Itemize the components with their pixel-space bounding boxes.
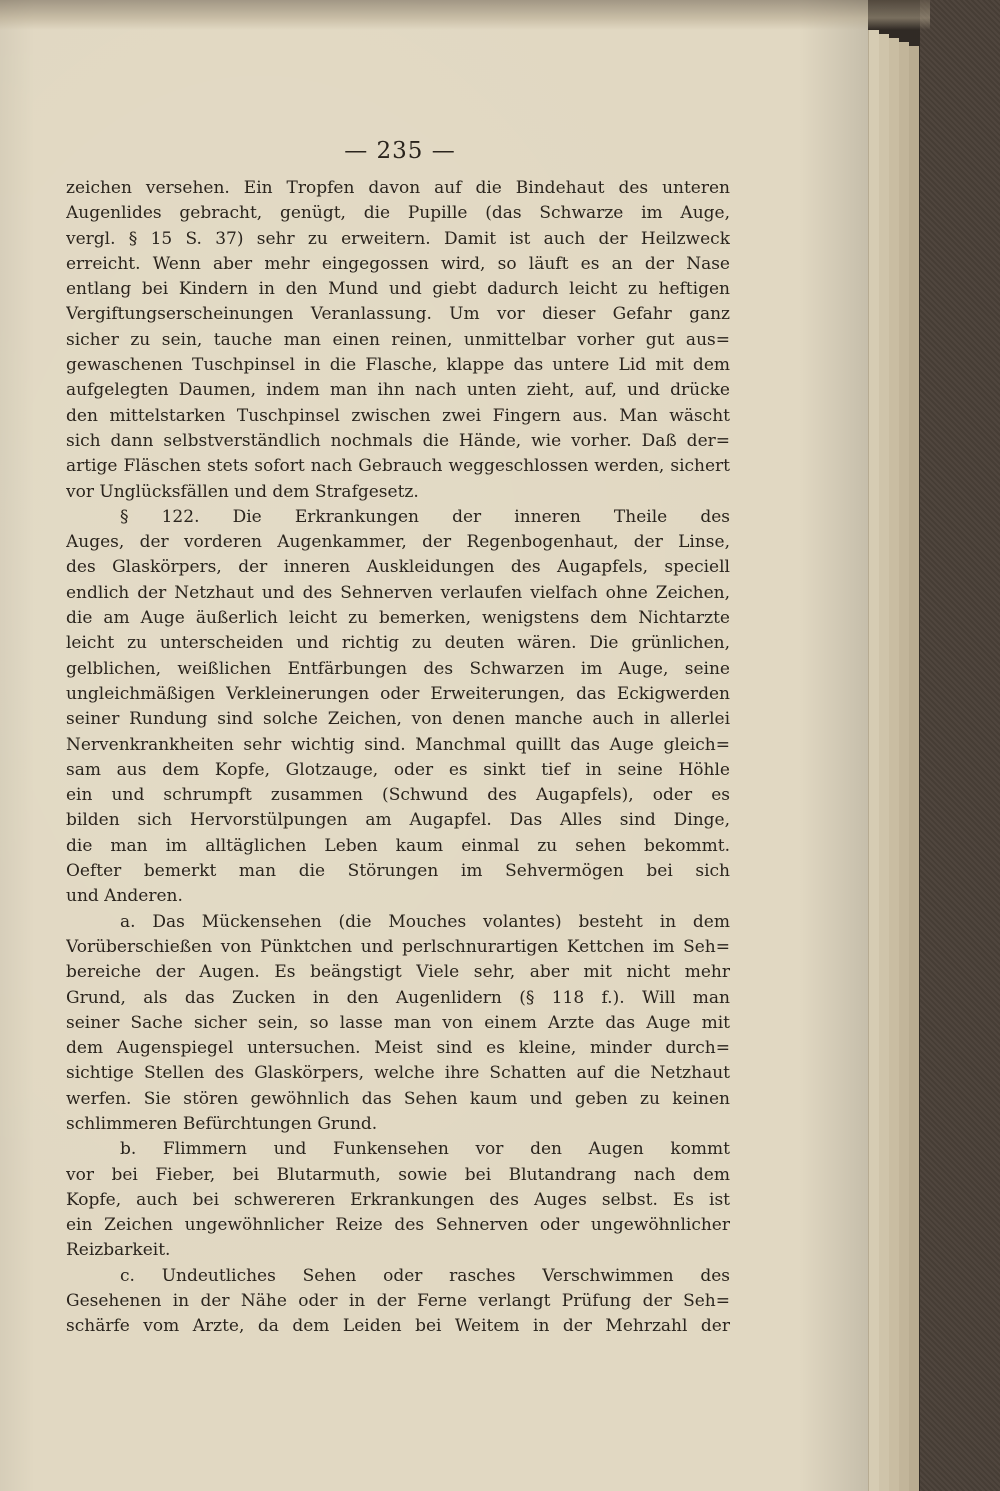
page-edge — [868, 30, 879, 1491]
text-line: ein Zeichen ungewöhnlicher Reize des Sehnerven oder ungewöhnlicher — [66, 1215, 730, 1236]
text-line: sichtige Stellen des Glaskörpers, welche ihre Schatten auf die Netzhaut — [66, 1063, 730, 1084]
text-line: gewaschenen Tuschpinsel in die Flasche, klappe das untere Lid mit dem — [66, 355, 730, 376]
text-line: b. Flimmern und Funkensehen vor den Augen kommt — [120, 1139, 730, 1160]
text-line: Augenlides gebracht, genügt, die Pupille (das Schwarze im Auge, — [66, 203, 730, 224]
text-line: ein und schrumpft zusammen (Schwund des Augapfels), oder es — [66, 785, 730, 806]
text-line: bilden sich Hervorstülpungen am Augapfel. Das Alles sind Dinge, — [66, 810, 730, 831]
text-line: entlang bei Kindern in den Mund und giebt dadurch leicht zu heftigen — [66, 279, 730, 300]
bleed-through-shadow — [0, 0, 930, 30]
text-line: des Glaskörpers, der inneren Auskleidungen des Augapfels, speciell — [66, 557, 730, 578]
text-line: Vergiftungserscheinungen Veranlassung. Um vor dieser Gefahr ganz — [66, 304, 730, 325]
text-line: den mittelstarken Tuschpinsel zwischen zwei Fingern aus. Man wäscht — [66, 405, 730, 426]
text-line: Oefter bemerkt man die Störungen im Sehvermögen bei sich — [66, 861, 730, 882]
text-line: endlich der Netzhaut und des Sehnerven verlaufen vielfach ohne Zeichen, — [66, 582, 730, 603]
text-line: Reizbarkeit. — [66, 1240, 171, 1261]
text-line: Gesehenen in der Nähe oder in der Ferne verlangt Prüfung der Seh= — [66, 1291, 730, 1312]
book-cover-edge — [920, 0, 1000, 1491]
text-line: sam aus dem Kopfe, Glotzauge, oder es sinkt tief in seine Höhle — [66, 759, 730, 780]
text-line: die man im alltäglichen Leben kaum einmal zu sehen bekommt. — [66, 835, 730, 856]
text-line: Nervenkrankheiten sehr wichtig sind. Manchmal quillt das Auge gleich= — [66, 734, 730, 755]
page-edge — [878, 34, 889, 1491]
text-line: zeichen versehen. Ein Tropfen davon auf die Bindehaut des unteren — [66, 178, 730, 198]
text-line: vergl. § 15 S. 37) sehr zu erweitern. Damit ist auch der Heilzweck — [66, 228, 730, 249]
text-line: Vorüberschießen von Pünktchen und perlschnurartigen Kettchen im Seh= — [66, 936, 730, 957]
text-line: gelblichen, weißlichen Entfärbungen des Schwarzen im Auge, seine — [66, 658, 730, 679]
text-line: dem Augenspiegel untersuchen. Meist sind es kleine, minder durch= — [66, 1038, 730, 1059]
text-line: vor Unglücksfällen und dem Strafgesetz. — [66, 481, 419, 502]
text-line: schlimmeren Befürchtungen Grund. — [66, 1113, 378, 1134]
text-line: Kopfe, auch bei schwereren Erkrankungen des Auges selbst. Es ist — [66, 1189, 730, 1210]
text-line: Auges, der vorderen Augenkammer, der Regenbogenhaut, der Linse, — [66, 532, 730, 553]
text-line: seiner Rundung sind solche Zeichen, von denen manche auch in allerlei — [66, 709, 730, 730]
text-line: erreicht. Wenn aber mehr eingegossen wird, so läuft es an der Nase — [66, 253, 730, 274]
text-line: leicht zu unterscheiden und richtig zu deuten wären. Die grünlichen, — [66, 633, 730, 654]
text-line: seiner Sache sicher sein, so lasse man von einem Arzte das Auge mit — [66, 1012, 730, 1033]
page-edge — [888, 38, 899, 1491]
text-line: aufgelegten Daumen, indem man ihn nach unten zieht, auf, und drücke — [66, 380, 730, 401]
text-line: vor bei Fieber, bei Blutarmuth, sowie bei Blutandrang nach dem — [66, 1164, 730, 1185]
text-line: schärfe vom Arzte, da dem Leiden bei Weitem in der Mehrzahl der — [66, 1316, 730, 1337]
page-edge — [908, 46, 919, 1491]
text-line: artige Fläschen stets sofort nach Gebrauch weggeschlossen werden, sichert — [66, 456, 730, 477]
text-line: sich dann selbstverständlich nochmals die Hände, wie vorher. Daß der= — [66, 430, 730, 451]
text-line: und Anderen. — [66, 886, 183, 907]
text-line: a. Das Mückensehen (die Mouches volantes) besteht in dem — [120, 911, 730, 932]
text-line: c. Undeutliches Sehen oder rasches Verschwimmen des — [120, 1265, 730, 1286]
text-line: bereiche der Augen. Es beängstigt Viele sehr, aber mit nicht mehr — [66, 962, 730, 983]
text-line: die am Auge äußerlich leicht zu bemerken, wenigstens dem Nichtarzte — [66, 608, 730, 629]
text-line: § 122. Die Erkrankungen der inneren Theile des — [120, 506, 730, 527]
text-line: ungleichmäßigen Verkleinerungen oder Erweiterungen, das Eckigwerden — [66, 683, 730, 704]
text-line: sicher zu sein, tauche man einen reinen, unmittelbar vorher gut aus= — [66, 329, 730, 350]
text-line: Grund, als das Zucken in den Augenlidern (§ 118 f.). Will man — [66, 987, 730, 1008]
text-line: werfen. Sie stören gewöhnlich das Sehen kaum und geben zu keinen — [66, 1088, 730, 1109]
page-edge — [898, 42, 909, 1491]
body-text — [66, 176, 730, 1340]
page-number: — 235 — — [344, 138, 456, 164]
